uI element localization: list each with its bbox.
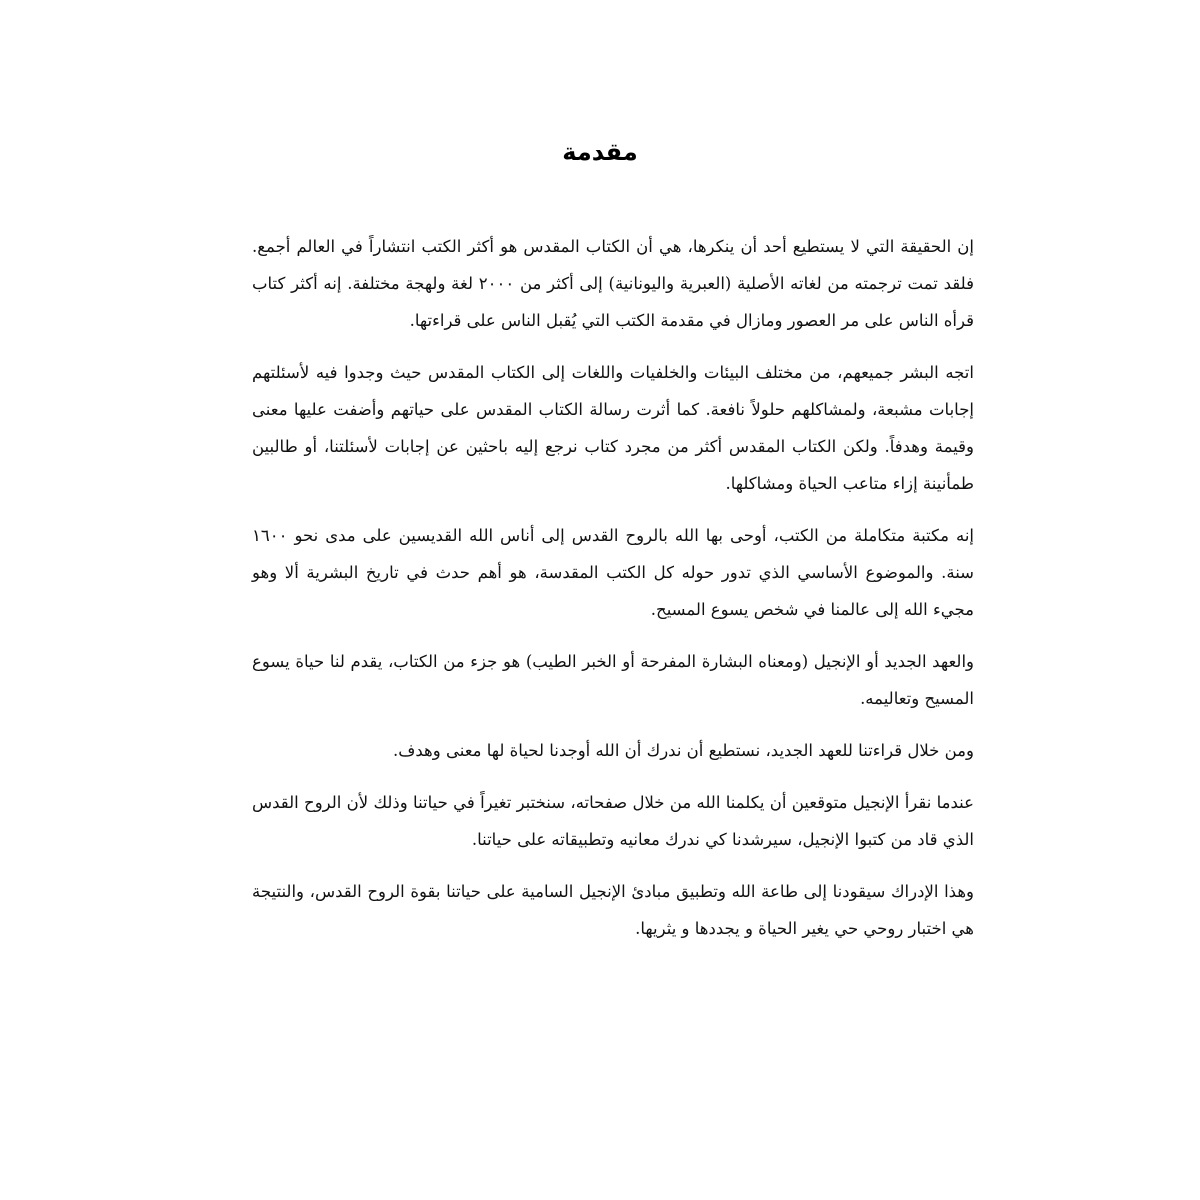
paragraph-7: وهذا الإدراك سيقودنا إلى طاعة الله وتطبيق مبادئ الإنجيل السامية على حياتنا بقوة الروح القدس، والنتيجة هي اختبار روحي حي يغير الحياة و يجددها و يثريها. — [252, 882, 974, 938]
paragraph-2: اتجه البشر جميعهم، من مختلف البيئات والخلفيات واللغات إلى الكتاب المقدس حيث وجدوا فيه لأسئلتهم إجابات مشبعة، ولمشاكلهم حلولاً نافعة. كما أثرت رسالة الكتاب المقدس على حياتهم وأضفت عليها معنى وقيمة وهدفاً. ولكن الكتاب المقدس أكثر من مجرد كتاب نرجع إليه باحثين عن إجابات لأسئلتنا، أو طالبين طمأنينة إزاء متاعب الحياة ومشاكلها. — [252, 363, 974, 493]
paragraph-4: والعهد الجديد أو الإنجيل (ومعناه البشارة المفرحة أو الخبر الطيب) هو جزء من الكتاب، يقدم لنا حياة يسوع المسيح وتعاليمه. — [252, 652, 974, 708]
document-body — [252, 228, 974, 962]
paragraph-6: عندما نقرأ الإنجيل متوقعين أن يكلمنا الله من خلال صفحاته، سنختبر تغيراً في حياتنا وذلك لأن الروح القدس الذي قاد من كتبوا الإنجيل، سيرشدنا كي ندرك معانيه وتطبيقاته على حياتنا. — [252, 793, 974, 849]
paragraph-1: إن الحقيقة التي لا يستطيع أحد أن ينكرها، هي أن الكتاب المقدس هو أكثر الكتب انتشاراً في العالم أجمع. فلقد تمت ترجمته من لغاته الأصلية (العبرية واليونانية) إلى أكثر من ٢٠٠٠ لغة ولهجة مختلفة. إنه أكثر كتاب قرأه الناس على مر العصور ومازال في مقدمة الكتب التي يُقبل الناس على قراءتها. — [252, 237, 974, 330]
paragraph-3: إنه مكتبة متكاملة من الكتب، أوحى بها الله بالروح القدس إلى أناس الله القديسين على مدى نحو ١٦٠٠ سنة. والموضوع الأساسي الذي تدور حوله كل الكتب المقدسة، هو أهم حدث في تاريخ البشرية ألا وهو مجيء الله إلى عالمنا في شخص يسوع المسيح. — [252, 526, 974, 619]
page-title: مقدمة — [562, 138, 638, 166]
paragraph-5: ومن خلال قراءتنا للعهد الجديد، نستطيع أن ندرك أن الله أوجدنا لحياة لها معنى وهدف. — [393, 741, 974, 760]
